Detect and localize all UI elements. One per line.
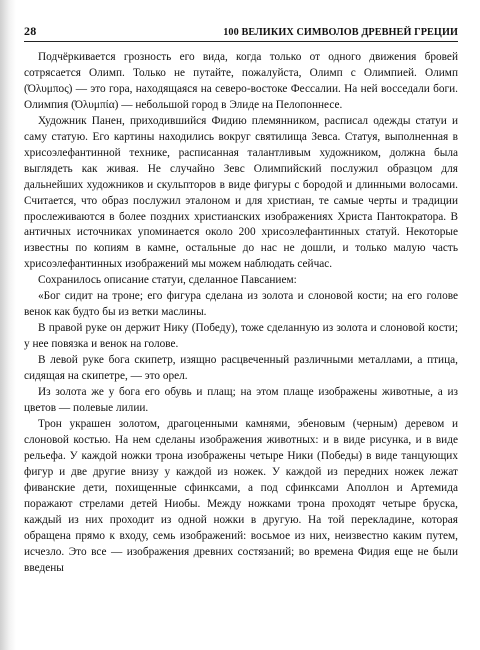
- page-body: [24, 50, 458, 576]
- paragraph-zeus-appearance: Подчёркивается грозность его вида, когда только от одного движения бровей сотрясается Олимп. Только не путайте, пожалуйста, Олимп с Олимпией. Олимп (Όλυμπος) — это гора, находящаяся на северо-востоке Фессалии. На ней восседали боги. Олимпия (Όλυμπία) — небольшой город в Элиде на Пелопоннесе.: [24, 51, 458, 111]
- paragraph-quote-throne: «Бог сидит на троне; его фигура сделана из золота и слоновой кости; на его голове венок как будто бы из ветки маслины.: [24, 290, 458, 319]
- book-page: [24, 24, 458, 644]
- paragraph-quote-gold-garments: Из золота же у бога его обувь и плащ; на этом плаще изображены животные, а из цветов — полевые лилии.: [24, 386, 458, 414]
- paragraph-quote-left-hand: В левой руке бога скипетр, изящно расцвеченный различными металлами, а птица, сидящая на скипетре, — это орел.: [24, 354, 458, 383]
- paragraph-quote-right-hand: В правой руке он держит Нику (Победу), тоже сделанную из золота и слоновой кости; у нее повязка и венок на голове.: [24, 322, 458, 351]
- paragraph-pausanias-intro: Сохранилось описание статуи, сделанное Павсанием:: [38, 274, 297, 287]
- page-edge-shadow: [0, 0, 16, 650]
- paragraph-throne-decoration: Трон украшен золотом, драгоценными камнями, эбеновым (черным) деревом и слоновой костью. На нем сделаны изображения животных: и в виде рисунка, и в виде рельефа. У каждой ножки трона изображены четыре Ники (Победы) в виде танцующих фигур и две другие внизу у каждой из ножек. У каждой из передних ножек лежат фиванские дети, похищенные сфинксами, а под сфинксами Аполлон и Артемида поражают стрелами детей Ниобы. Между ножками трона проходят четыре бруска, каждый из них проходит из одной ножки в другую. На той перекладине, которая обращена прямо к входу, семь изображений: восьмое из них, неизвестно каким путем, исчезло. Это все — изображения древних состязаний; во времена Фидия еще не были введены: [24, 417, 458, 574]
- page-header: [24, 24, 458, 42]
- running-title: 100 ВЕЛИКИХ СИМВОЛОВ ДРЕВНЕЙ ГРЕЦИИ: [223, 27, 458, 38]
- paragraph-painter-panen: Художник Панен, приходившийся Фидию племянником, расписал одежды статуи и саму статую. Его картины находились вокруг святилища Зевса. Статуя, выполненная в хрисоэлефантинной технике, расписанная талантливым художником, должна была выглядеть как живая. Не случайно Зевс Олимпийский послужил образцом для дальнейших художников и скульпторов в виде фигуры с бородой и длинными волосами. Считается, что образ послужил эталоном и для христиан, те самые черты и традиции прослеживаются в более поздних христианских изображениях Христа Пантократора. В античных источниках упоминается около 200 хрисоэлефантинных статуй. Некоторые известны по копиям в камне, остальные до нас не дошли, и только малую часть хрисоэлефантинных изображений мы можем наблюдать сейчас.: [24, 114, 458, 271]
- page-number: 28: [24, 24, 37, 38]
